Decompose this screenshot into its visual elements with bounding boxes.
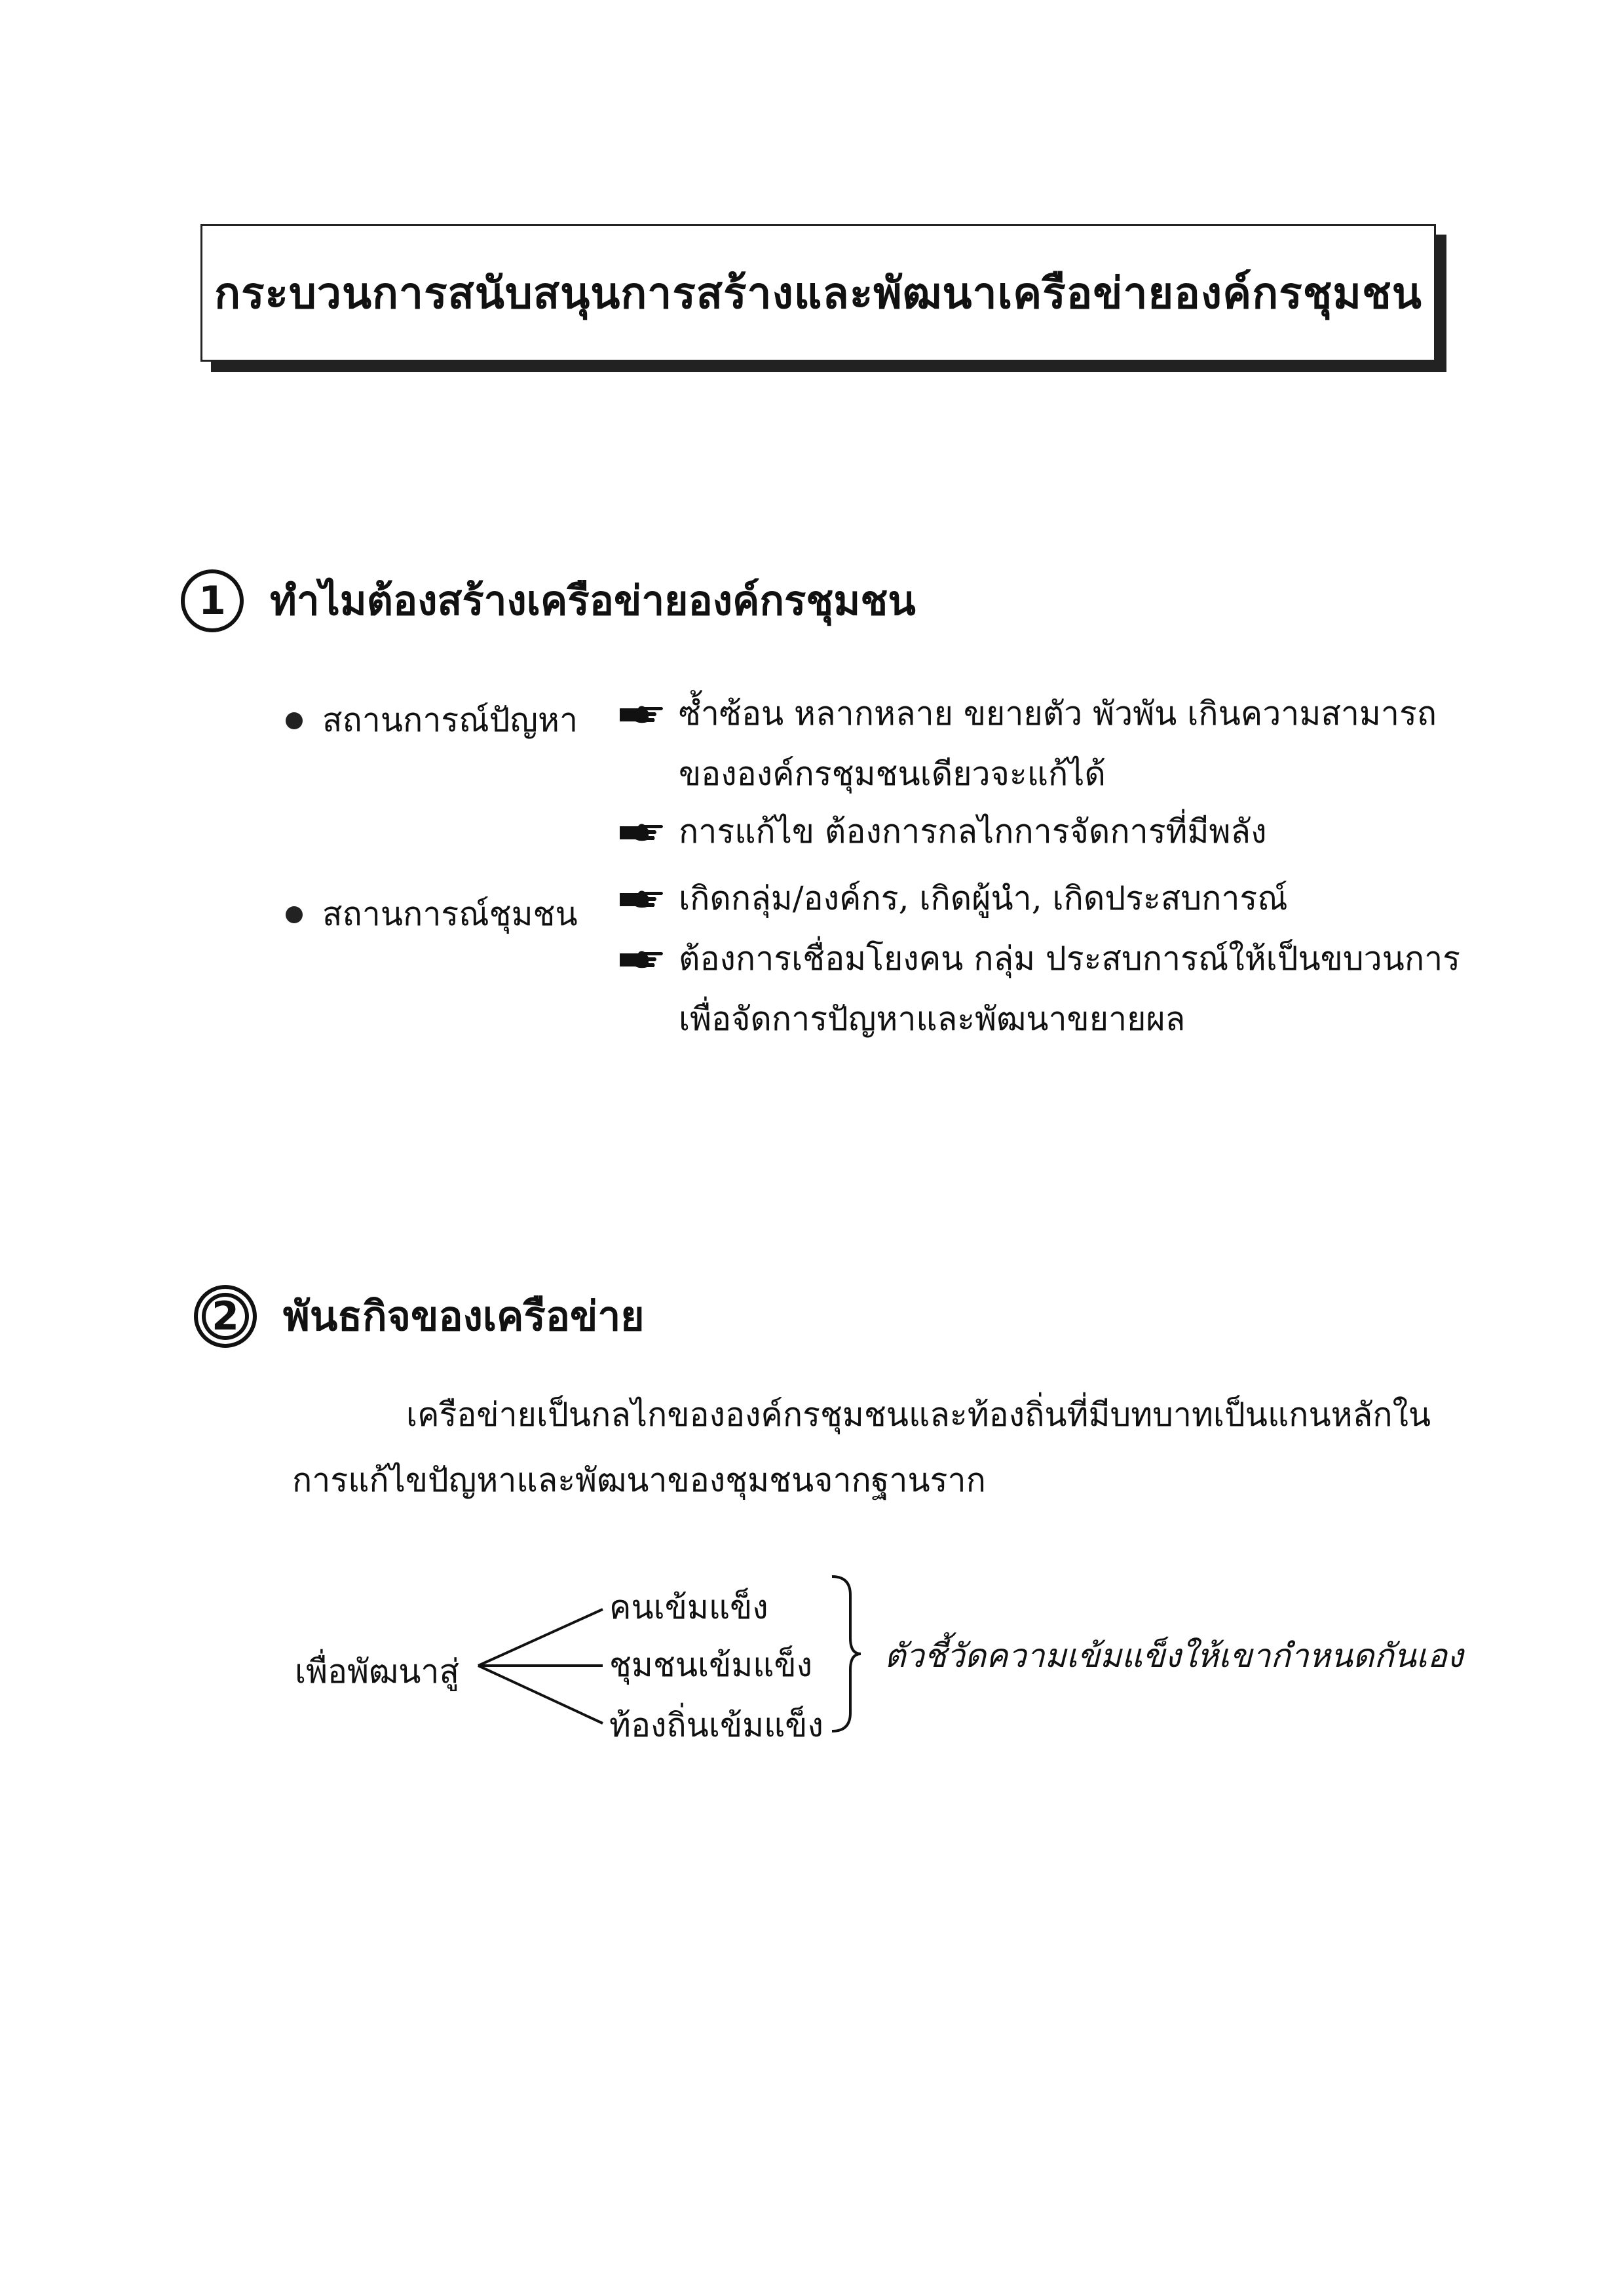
point-text: ต้องการเชื่อมโยงคน กลุ่ม ประสบการณ์ให้เป็นขบวนการ bbox=[679, 940, 1461, 978]
section-number-2: 2 bbox=[194, 1285, 257, 1348]
section-1-title: ทำไมต้องสร้างเครือข่ายองค์กรชุมชน bbox=[270, 577, 916, 624]
branch-locality: ท้องถิ่นเข้มแข็ง bbox=[609, 1706, 823, 1744]
bullet-icon bbox=[286, 906, 303, 923]
title-box bbox=[200, 224, 1436, 362]
section-2-title: พันธกิจของเครือข่าย bbox=[283, 1292, 645, 1340]
branch-people: คนเข้มแข็ง bbox=[609, 1588, 768, 1626]
pointing-hand-icon bbox=[618, 948, 664, 970]
indicator-note: ตัวชี้วัดความเข้มแข็งให้เขากำหนดกันเอง bbox=[884, 1637, 1463, 1675]
pointing-hand-icon bbox=[618, 888, 664, 910]
section-1-heading bbox=[181, 569, 916, 633]
section-2-heading bbox=[194, 1284, 645, 1349]
community-point-1 bbox=[618, 873, 1288, 925]
bullet-icon bbox=[286, 712, 303, 729]
situation-label: สถานการณ์ชุมชน bbox=[322, 895, 578, 933]
problem-point-1-cont: ขององค์กรชุมชนเดียวจะแก้ได้ bbox=[679, 755, 1106, 793]
situation-label: สถานการณ์ปัญหา bbox=[322, 701, 578, 739]
point-text: การแก้ไข ต้องการกลไกการจัดการที่มีพลัง bbox=[679, 813, 1267, 851]
situation-problem-label bbox=[286, 695, 578, 746]
problem-point-2 bbox=[618, 806, 1267, 858]
section-number-1: 1 bbox=[181, 569, 244, 632]
branch-lines bbox=[472, 1599, 616, 1736]
point-text: ซ้ำซ้อน หลากหลาย ขยายตัว พัวพัน เกินความสามารถ bbox=[679, 695, 1437, 733]
point-text: เกิดกลุ่ม/องค์กร, เกิดผู้นำ, เกิดประสบการณ์ bbox=[679, 879, 1288, 917]
situation-community-label bbox=[286, 889, 578, 940]
community-point-2 bbox=[618, 933, 1460, 985]
problem-point-1 bbox=[618, 688, 1437, 740]
pointing-hand-icon bbox=[618, 821, 664, 843]
curly-brace-icon bbox=[827, 1573, 866, 1736]
document-title: กระบวนการสนับสนุนการสร้างและพัฒนาเครือข่ายองค์กรชุมชน bbox=[214, 267, 1422, 318]
diagram-root: เพื่อพัฒนาสู่ bbox=[295, 1653, 459, 1691]
mission-paragraph-line-2: การแก้ไขปัญหาและพัฒนาของชุมชนจากฐานราก bbox=[292, 1461, 986, 1499]
mission-paragraph-line-1: เครือข่ายเป็นกลไกขององค์กรชุมชนและท้องถิ่นที่มีบทบาทเป็นแกนหลักใน bbox=[406, 1396, 1431, 1434]
pointing-hand-icon bbox=[618, 703, 664, 725]
community-point-2-cont: เพื่อจัดการปัญหาและพัฒนาขยายผล bbox=[679, 1000, 1186, 1038]
branch-community: ชุมชนเข้มแข็ง bbox=[609, 1646, 813, 1684]
